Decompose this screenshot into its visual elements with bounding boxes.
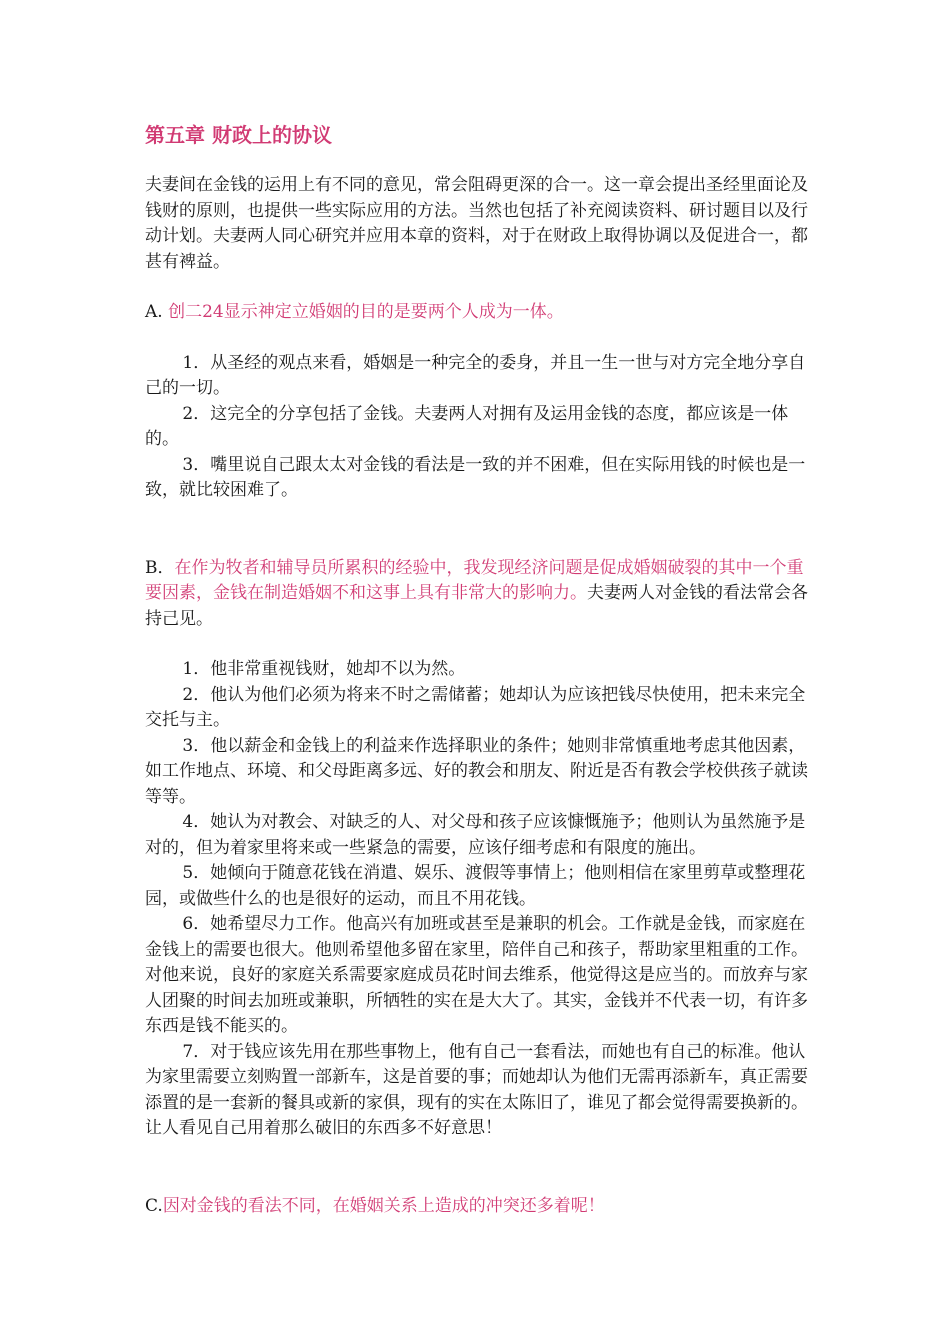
section-b-heading bbox=[145, 556, 811, 633]
list-item: 1．他非常重视钱财，她却不以为然。 bbox=[182, 659, 466, 679]
section-b-heading-highlight: 在作为牧者和辅导员所累积的经验中，我发现经济问题是促成婚姻破裂的其中一个重要因素，金钱在制造婚姻不和这事上具有非常大的影响力。 bbox=[145, 557, 804, 603]
list-item: 5．她倾向于随意花钱在消遣、娱乐、渡假等事情上；他则相信在家里剪草或整理花园，或做些什么的也是很好的运动，而且不用花钱。 bbox=[145, 863, 806, 909]
list-item: 7．对于钱应该先用在那些事物上，他有自己一套看法，而她也有自己的标准。他认为家里需要立刻购置一部新车，这是首要的事；而她却认为他们无需再添新车，真正需要添置的是一套新的餐具或新的家俱，现有的实在太陈旧了，谁见了都会觉得需要换新的。让人看见自己用着那么破旧的东西多不好意思！ bbox=[145, 1041, 808, 1138]
list-item: 1．从圣经的观点来看，婚姻是一种完全的委身，并且一生一世与对方完全地分享自己的一切。 bbox=[145, 352, 806, 398]
section-c-heading-text: 因对金钱的看法不同，在婚姻关系上造成的冲突还多着呢！ bbox=[162, 1195, 605, 1216]
section-c-heading bbox=[145, 1194, 811, 1220]
section-a-label: A. bbox=[145, 302, 169, 322]
chapter-title: 第五章 财政上的协议 bbox=[145, 123, 332, 147]
section-b bbox=[145, 556, 811, 1142]
list-item: 2．这完全的分享包括了金钱。夫妻两人对拥有及运用金钱的态度，都应该是一体的。 bbox=[145, 403, 789, 449]
intro-paragraph: 夫妻间在金钱的运用上有不同的意见，常会阻碍更深的合一。这一章会提出圣经里面论及钱财的原则，也提供一些实际应用的方法。当然也包括了补充阅读资料、研讨题目以及行动计划。夫妻两人同心研究并应用本章的资料，对于在财政上取得协调以及促进合一，都甚有裨益。 bbox=[145, 175, 808, 272]
section-c-label: C. bbox=[145, 1195, 163, 1216]
section-a-heading-text: 创二24显示神定立婚姻的目的是要两个人成为一体。 bbox=[168, 302, 564, 322]
section-a-heading bbox=[145, 300, 811, 326]
list-item: 6．她希望尽力工作。他高兴有加班或甚至是兼职的机会。工作就是金钱，而家庭在金钱上的需要也很大。他则希望他多留在家里，陪伴自己和孩子，帮助家里粗重的工作。对他来说，良好的家庭关系需要家庭成员花时间去维系，他觉得这是应当的。而放弃与家人团聚的时间去加班或兼职，所牺牲的实在是大大了。其实，金钱并不代表一切，有许多东西是钱不能买的。 bbox=[145, 914, 808, 1036]
list-item: 3．他以薪金和金钱上的利益来作选择职业的条件；她则非常慎重地考虑其他因素，如工作地点、环境、和父母距离多远、好的教会和朋友、附近是否有教会学校供孩子就读等等。 bbox=[145, 735, 808, 807]
section-a-list bbox=[145, 351, 811, 504]
section-b-label: B． bbox=[145, 557, 175, 578]
list-item: 2．他认为他们必须为将来不时之需储蓄；她却认为应该把钱尽快使用，把未来完全交托与主。 bbox=[145, 684, 806, 730]
spacer bbox=[145, 1142, 811, 1194]
spacer bbox=[145, 504, 811, 556]
list-item: 4．她认为对教会、对缺乏的人、对父母和孩子应该慷慨施予；他则认为虽然施予是对的，但为着家里将来或一些紧急的需要，应该仔细考虑和有限度的施出。 bbox=[145, 812, 806, 858]
list-item: 3．嘴里说自己跟太太对金钱的看法是一致的并不困难，但在实际用钱的时候也是一致，就比较困难了。 bbox=[145, 454, 806, 500]
section-b-list bbox=[145, 657, 811, 1142]
document-page bbox=[145, 118, 811, 1244]
section-b-heading-rest: 夫妻两人对金钱的看法常会各持己见。 bbox=[145, 583, 808, 629]
